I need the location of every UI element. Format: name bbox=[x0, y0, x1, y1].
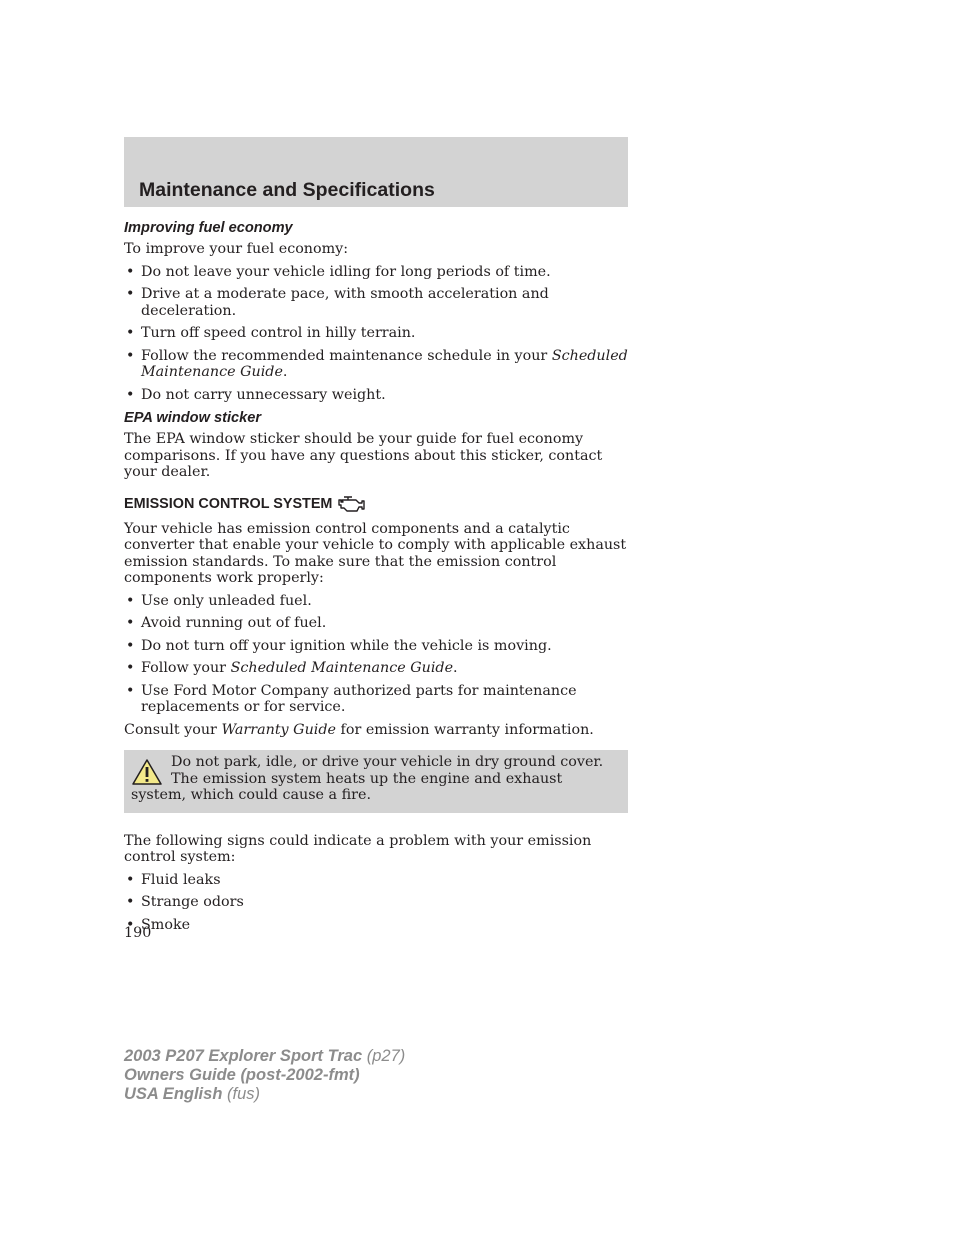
text-run: . bbox=[282, 364, 288, 380]
footer-lang-code: (fus) bbox=[222, 1085, 260, 1103]
warranty-note bbox=[124, 722, 628, 739]
fuel-economy-intro: To improve your fuel economy: bbox=[124, 241, 349, 257]
text-run: for emission warranty information. bbox=[336, 721, 594, 738]
section-header-band bbox=[124, 137, 628, 207]
footer-guide: Owners Guide (post-2002-fmt) bbox=[124, 1066, 360, 1084]
engine-icon bbox=[336, 493, 368, 515]
footer-code: (p27) bbox=[362, 1047, 406, 1065]
list-item bbox=[124, 660, 628, 677]
text-run: Consult your bbox=[124, 721, 222, 738]
list-item bbox=[124, 348, 628, 381]
page-number: 190 bbox=[124, 925, 152, 941]
warning-box bbox=[124, 750, 628, 813]
warning-text: Do not park, idle, or drive your vehicle in dry ground cover. The emission system heats up the engine and exhaust system, which could cause a fire. bbox=[131, 754, 604, 803]
footer-line-2 bbox=[124, 1066, 405, 1085]
list-item: • Do not carry unnecessary weight. bbox=[124, 387, 628, 404]
list-item: • Strange odors bbox=[124, 894, 628, 911]
list-item: • Drive at a moderate pace, with smooth acceleration and deceleration. bbox=[124, 286, 628, 319]
footer-line-1 bbox=[124, 1047, 405, 1066]
signs-list bbox=[124, 872, 628, 934]
emission-list bbox=[124, 593, 628, 716]
guide-title: Warranty Guide bbox=[221, 721, 336, 738]
heading-text: EMISSION CONTROL SYSTEM bbox=[124, 495, 333, 512]
section-title: Maintenance and Specifications bbox=[139, 179, 435, 201]
heading-improving-fuel-economy: Improving fuel economy bbox=[124, 220, 293, 236]
text-run: Follow the recommended maintenance schedule in your bbox=[141, 347, 552, 364]
signs-intro: The following signs could indicate a problem with your emission control system: bbox=[124, 832, 592, 865]
list-item: • Avoid running out of fuel. bbox=[124, 615, 628, 632]
guide-title: Scheduled Maintenance Guide bbox=[141, 347, 628, 380]
list-item: • Use Ford Motor Company authorized parts for maintenance replacements or for service. bbox=[124, 683, 628, 716]
fuel-economy-list bbox=[124, 264, 628, 404]
emission-intro: Your vehicle has emission control components and a catalytic converter that enable your vehicle to comply with applicable exhaust emission standards. To make sure that the emission control components work properly: bbox=[124, 520, 627, 586]
heading-epa-window-sticker: EPA window sticker bbox=[124, 410, 262, 426]
list-item: • Use only unleaded fuel. bbox=[124, 593, 628, 610]
list-item: • Do not turn off your ignition while the vehicle is moving. bbox=[124, 638, 628, 655]
list-item: • Turn off speed control in hilly terrain. bbox=[124, 325, 628, 342]
warning-triangle-icon bbox=[131, 758, 163, 786]
footer-model: 2003 P207 Explorer Sport Trac bbox=[124, 1047, 363, 1065]
text-run: . bbox=[453, 660, 458, 676]
document-footer bbox=[124, 1047, 405, 1104]
list-item: • Do not leave your vehicle idling for long periods of time. bbox=[124, 264, 628, 281]
epa-body: The EPA window sticker should be your guide for fuel economy comparisons. If you have any questions about this sticker, contact your dealer. bbox=[124, 431, 603, 480]
list-item: • Fluid leaks bbox=[124, 872, 628, 889]
text-run: Follow your bbox=[141, 660, 231, 676]
list-item: • Smoke bbox=[124, 917, 628, 934]
footer-line-3 bbox=[124, 1085, 405, 1104]
footer-language: USA English bbox=[124, 1085, 223, 1103]
guide-title: Scheduled Maintenance Guide bbox=[230, 660, 454, 676]
heading-emission-control-system bbox=[124, 493, 628, 515]
page-content bbox=[124, 219, 628, 939]
